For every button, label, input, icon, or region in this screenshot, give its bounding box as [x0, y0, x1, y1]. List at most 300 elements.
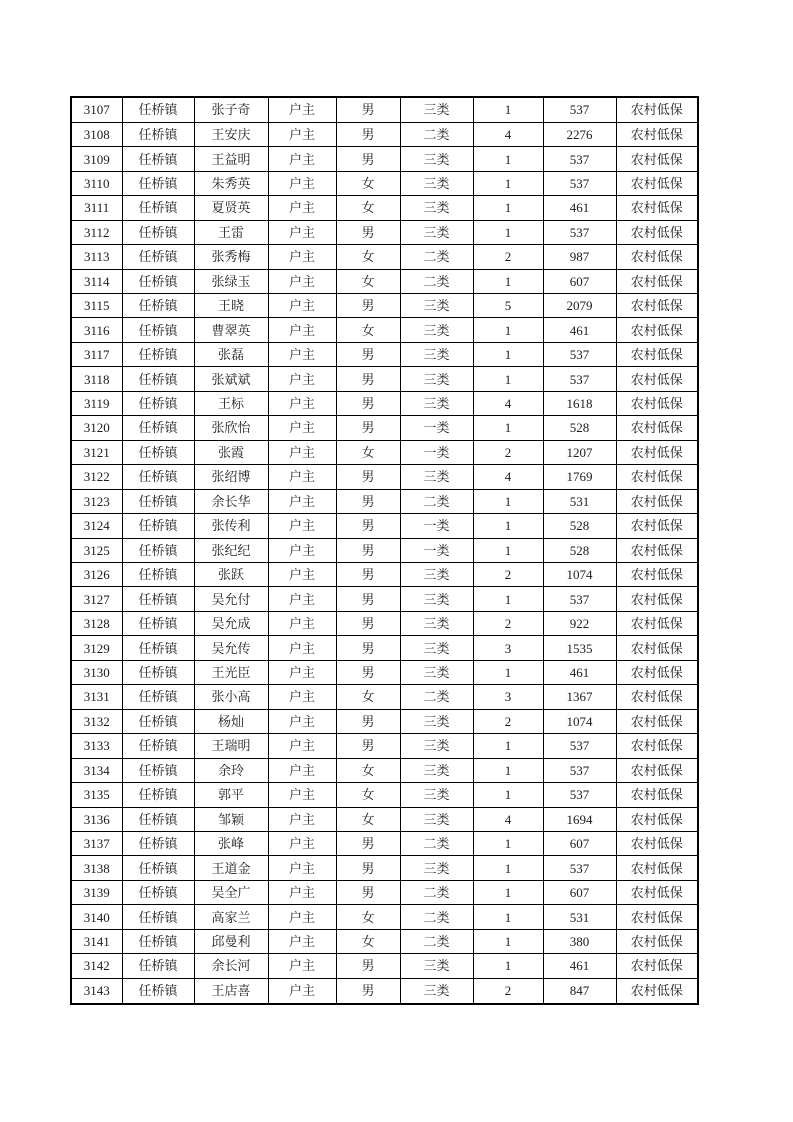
cell-subsidy-type: 农村低保: [616, 196, 698, 220]
cell-amount: 528: [543, 416, 616, 440]
cell-town: 任桥镇: [122, 685, 194, 709]
cell-relation: 户主: [268, 294, 336, 318]
cell-town: 任桥镇: [122, 489, 194, 513]
cell-amount: 1207: [543, 440, 616, 464]
cell-gender: 女: [336, 171, 400, 195]
cell-count: 1: [473, 758, 543, 782]
cell-subsidy-type: 农村低保: [616, 880, 698, 904]
cell-category: 三类: [400, 734, 473, 758]
cell-name: 王晓: [194, 294, 268, 318]
cell-gender: 男: [336, 416, 400, 440]
cell-amount: 461: [543, 196, 616, 220]
cell-count: 1: [473, 196, 543, 220]
cell-amount: 1367: [543, 685, 616, 709]
cell-gender: 男: [336, 489, 400, 513]
cell-relation: 户主: [268, 465, 336, 489]
cell-subsidy-type: 农村低保: [616, 391, 698, 415]
cell-amount: 2079: [543, 294, 616, 318]
cell-category: 三类: [400, 294, 473, 318]
cell-subsidy-type: 农村低保: [616, 489, 698, 513]
cell-id: 3134: [71, 758, 122, 782]
table-row: [71, 538, 698, 562]
cell-subsidy-type: 农村低保: [616, 97, 698, 122]
cell-id: 3141: [71, 929, 122, 953]
cell-gender: 男: [336, 587, 400, 611]
cell-relation: 户主: [268, 97, 336, 122]
cell-category: 三类: [400, 807, 473, 831]
cell-category: 三类: [400, 465, 473, 489]
cell-gender: 男: [336, 391, 400, 415]
cell-gender: 男: [336, 831, 400, 855]
cell-town: 任桥镇: [122, 269, 194, 293]
table-body: [71, 97, 698, 1004]
cell-count: 1: [473, 905, 543, 929]
cell-relation: 户主: [268, 880, 336, 904]
cell-name: 张传利: [194, 514, 268, 538]
cell-subsidy-type: 农村低保: [616, 929, 698, 953]
cell-relation: 户主: [268, 587, 336, 611]
welfare-register-table: [70, 96, 699, 1005]
cell-town: 任桥镇: [122, 954, 194, 978]
cell-subsidy-type: 农村低保: [616, 709, 698, 733]
table-row: [71, 880, 698, 904]
cell-relation: 户主: [268, 636, 336, 660]
cell-relation: 户主: [268, 685, 336, 709]
cell-amount: 528: [543, 538, 616, 562]
cell-gender: 女: [336, 245, 400, 269]
cell-count: 1: [473, 416, 543, 440]
cell-name: 高家兰: [194, 905, 268, 929]
cell-relation: 户主: [268, 318, 336, 342]
cell-name: 邱曼利: [194, 929, 268, 953]
cell-town: 任桥镇: [122, 171, 194, 195]
cell-amount: 537: [543, 342, 616, 366]
cell-name: 张秀梅: [194, 245, 268, 269]
cell-town: 任桥镇: [122, 318, 194, 342]
cell-relation: 户主: [268, 196, 336, 220]
cell-amount: 1074: [543, 709, 616, 733]
cell-gender: 男: [336, 367, 400, 391]
cell-category: 一类: [400, 416, 473, 440]
cell-relation: 户主: [268, 514, 336, 538]
cell-town: 任桥镇: [122, 562, 194, 586]
cell-id: 3123: [71, 489, 122, 513]
table-row: [71, 269, 698, 293]
cell-amount: 607: [543, 880, 616, 904]
cell-id: 3133: [71, 734, 122, 758]
cell-subsidy-type: 农村低保: [616, 856, 698, 880]
cell-name: 王雷: [194, 220, 268, 244]
cell-id: 3119: [71, 391, 122, 415]
table-row: [71, 954, 698, 978]
cell-amount: 1694: [543, 807, 616, 831]
cell-category: 三类: [400, 954, 473, 978]
table-row: [71, 685, 698, 709]
cell-relation: 户主: [268, 758, 336, 782]
cell-town: 任桥镇: [122, 147, 194, 171]
cell-gender: 女: [336, 196, 400, 220]
cell-category: 二类: [400, 831, 473, 855]
cell-amount: 531: [543, 905, 616, 929]
cell-category: 二类: [400, 929, 473, 953]
cell-town: 任桥镇: [122, 196, 194, 220]
cell-relation: 户主: [268, 734, 336, 758]
cell-name: 张跃: [194, 562, 268, 586]
cell-gender: 男: [336, 880, 400, 904]
table-row: [71, 147, 698, 171]
cell-count: 2: [473, 440, 543, 464]
cell-subsidy-type: 农村低保: [616, 318, 698, 342]
cell-gender: 男: [336, 294, 400, 318]
cell-gender: 男: [336, 636, 400, 660]
cell-category: 三类: [400, 367, 473, 391]
cell-name: 杨灿: [194, 709, 268, 733]
cell-id: 3111: [71, 196, 122, 220]
cell-id: 3124: [71, 514, 122, 538]
table-row: [71, 734, 698, 758]
cell-amount: 537: [543, 171, 616, 195]
cell-amount: 461: [543, 954, 616, 978]
cell-category: 三类: [400, 660, 473, 684]
cell-subsidy-type: 农村低保: [616, 734, 698, 758]
cell-category: 三类: [400, 171, 473, 195]
cell-gender: 女: [336, 929, 400, 953]
cell-category: 三类: [400, 587, 473, 611]
cell-town: 任桥镇: [122, 220, 194, 244]
cell-id: 3120: [71, 416, 122, 440]
cell-id: 3117: [71, 342, 122, 366]
cell-name: 王瑞明: [194, 734, 268, 758]
cell-gender: 男: [336, 856, 400, 880]
cell-name: 王标: [194, 391, 268, 415]
cell-relation: 户主: [268, 538, 336, 562]
table-row: [71, 856, 698, 880]
cell-amount: 922: [543, 611, 616, 635]
cell-town: 任桥镇: [122, 734, 194, 758]
cell-amount: 537: [543, 220, 616, 244]
cell-count: 1: [473, 489, 543, 513]
table-row: [71, 318, 698, 342]
cell-category: 三类: [400, 856, 473, 880]
cell-id: 3122: [71, 465, 122, 489]
cell-count: 1: [473, 171, 543, 195]
cell-id: 3121: [71, 440, 122, 464]
cell-count: 4: [473, 122, 543, 146]
cell-amount: 380: [543, 929, 616, 953]
table-row: [71, 831, 698, 855]
table-row: [71, 416, 698, 440]
cell-category: 二类: [400, 685, 473, 709]
cell-count: 3: [473, 636, 543, 660]
table-row: [71, 342, 698, 366]
table-row: [71, 587, 698, 611]
cell-gender: 男: [336, 709, 400, 733]
cell-id: 3114: [71, 269, 122, 293]
cell-id: 3138: [71, 856, 122, 880]
cell-town: 任桥镇: [122, 636, 194, 660]
cell-subsidy-type: 农村低保: [616, 978, 698, 1004]
cell-gender: 女: [336, 905, 400, 929]
cell-relation: 户主: [268, 122, 336, 146]
cell-id: 3136: [71, 807, 122, 831]
cell-town: 任桥镇: [122, 856, 194, 880]
cell-count: 1: [473, 97, 543, 122]
cell-relation: 户主: [268, 660, 336, 684]
cell-count: 1: [473, 856, 543, 880]
cell-name: 王道金: [194, 856, 268, 880]
cell-gender: 男: [336, 122, 400, 146]
cell-town: 任桥镇: [122, 831, 194, 855]
cell-category: 三类: [400, 147, 473, 171]
cell-amount: 537: [543, 147, 616, 171]
cell-gender: 女: [336, 758, 400, 782]
cell-town: 任桥镇: [122, 367, 194, 391]
cell-amount: 537: [543, 97, 616, 122]
cell-name: 张小高: [194, 685, 268, 709]
table-row: [71, 758, 698, 782]
cell-count: 1: [473, 269, 543, 293]
cell-name: 邹颖: [194, 807, 268, 831]
cell-town: 任桥镇: [122, 122, 194, 146]
table-row: [71, 245, 698, 269]
cell-name: 张绿玉: [194, 269, 268, 293]
cell-gender: 女: [336, 807, 400, 831]
cell-gender: 男: [336, 562, 400, 586]
cell-gender: 女: [336, 783, 400, 807]
cell-gender: 女: [336, 685, 400, 709]
cell-town: 任桥镇: [122, 587, 194, 611]
cell-id: 3110: [71, 171, 122, 195]
cell-count: 1: [473, 831, 543, 855]
table-row: [71, 440, 698, 464]
cell-gender: 男: [336, 220, 400, 244]
table-row: [71, 489, 698, 513]
cell-name: 夏贤英: [194, 196, 268, 220]
cell-category: 三类: [400, 709, 473, 733]
cell-id: 3139: [71, 880, 122, 904]
cell-gender: 男: [336, 954, 400, 978]
cell-relation: 户主: [268, 489, 336, 513]
cell-town: 任桥镇: [122, 465, 194, 489]
cell-category: 三类: [400, 783, 473, 807]
cell-count: 2: [473, 978, 543, 1004]
cell-count: 1: [473, 929, 543, 953]
cell-id: 3107: [71, 97, 122, 122]
table-row: [71, 905, 698, 929]
cell-name: 张绍博: [194, 465, 268, 489]
cell-category: 三类: [400, 978, 473, 1004]
cell-count: 5: [473, 294, 543, 318]
cell-name: 张斌斌: [194, 367, 268, 391]
cell-amount: 461: [543, 318, 616, 342]
table-row: [71, 122, 698, 146]
cell-amount: 537: [543, 587, 616, 611]
cell-count: 1: [473, 514, 543, 538]
cell-subsidy-type: 农村低保: [616, 416, 698, 440]
cell-gender: 男: [336, 660, 400, 684]
cell-id: 3132: [71, 709, 122, 733]
cell-amount: 987: [543, 245, 616, 269]
cell-count: 1: [473, 734, 543, 758]
cell-town: 任桥镇: [122, 807, 194, 831]
cell-count: 1: [473, 783, 543, 807]
cell-name: 吴允成: [194, 611, 268, 635]
cell-category: 二类: [400, 269, 473, 293]
cell-town: 任桥镇: [122, 538, 194, 562]
cell-id: 3131: [71, 685, 122, 709]
cell-id: 3108: [71, 122, 122, 146]
cell-category: 二类: [400, 122, 473, 146]
cell-gender: 男: [336, 538, 400, 562]
cell-count: 1: [473, 587, 543, 611]
cell-subsidy-type: 农村低保: [616, 269, 698, 293]
cell-relation: 户主: [268, 856, 336, 880]
cell-relation: 户主: [268, 807, 336, 831]
cell-category: 二类: [400, 905, 473, 929]
cell-relation: 户主: [268, 905, 336, 929]
cell-name: 张霞: [194, 440, 268, 464]
cell-amount: 607: [543, 269, 616, 293]
cell-subsidy-type: 农村低保: [616, 831, 698, 855]
cell-category: 三类: [400, 196, 473, 220]
cell-name: 王安庆: [194, 122, 268, 146]
cell-category: 三类: [400, 318, 473, 342]
cell-amount: 847: [543, 978, 616, 1004]
cell-relation: 户主: [268, 416, 336, 440]
cell-id: 3115: [71, 294, 122, 318]
cell-name: 余长华: [194, 489, 268, 513]
cell-name: 余长河: [194, 954, 268, 978]
cell-town: 任桥镇: [122, 391, 194, 415]
cell-relation: 户主: [268, 171, 336, 195]
cell-subsidy-type: 农村低保: [616, 294, 698, 318]
cell-subsidy-type: 农村低保: [616, 220, 698, 244]
cell-count: 4: [473, 465, 543, 489]
cell-subsidy-type: 农村低保: [616, 147, 698, 171]
cell-name: 吴全广: [194, 880, 268, 904]
cell-town: 任桥镇: [122, 342, 194, 366]
cell-subsidy-type: 农村低保: [616, 807, 698, 831]
cell-count: 1: [473, 880, 543, 904]
cell-id: 3126: [71, 562, 122, 586]
cell-count: 2: [473, 245, 543, 269]
cell-gender: 男: [336, 147, 400, 171]
cell-relation: 户主: [268, 783, 336, 807]
cell-id: 3128: [71, 611, 122, 635]
cell-amount: 528: [543, 514, 616, 538]
table-row: [71, 367, 698, 391]
cell-relation: 户主: [268, 709, 336, 733]
cell-town: 任桥镇: [122, 783, 194, 807]
cell-subsidy-type: 农村低保: [616, 587, 698, 611]
cell-subsidy-type: 农村低保: [616, 636, 698, 660]
cell-relation: 户主: [268, 220, 336, 244]
cell-id: 3125: [71, 538, 122, 562]
cell-relation: 户主: [268, 269, 336, 293]
cell-name: 曹翠英: [194, 318, 268, 342]
cell-town: 任桥镇: [122, 978, 194, 1004]
cell-count: 1: [473, 220, 543, 244]
cell-gender: 女: [336, 440, 400, 464]
cell-id: 3113: [71, 245, 122, 269]
cell-subsidy-type: 农村低保: [616, 905, 698, 929]
cell-amount: 1535: [543, 636, 616, 660]
table-row: [71, 514, 698, 538]
table-row: [71, 391, 698, 415]
cell-id: 3109: [71, 147, 122, 171]
table-row: [71, 465, 698, 489]
cell-gender: 男: [336, 611, 400, 635]
table-row: [71, 294, 698, 318]
cell-amount: 1074: [543, 562, 616, 586]
table-row: [71, 196, 698, 220]
cell-category: 三类: [400, 220, 473, 244]
cell-name: 吴允付: [194, 587, 268, 611]
cell-relation: 户主: [268, 954, 336, 978]
cell-subsidy-type: 农村低保: [616, 660, 698, 684]
cell-amount: 537: [543, 734, 616, 758]
cell-town: 任桥镇: [122, 416, 194, 440]
cell-category: 三类: [400, 562, 473, 586]
cell-relation: 户主: [268, 611, 336, 635]
cell-category: 一类: [400, 514, 473, 538]
cell-subsidy-type: 农村低保: [616, 367, 698, 391]
table-row: [71, 220, 698, 244]
cell-category: 三类: [400, 342, 473, 366]
cell-name: 张纪纪: [194, 538, 268, 562]
cell-category: 三类: [400, 97, 473, 122]
cell-relation: 户主: [268, 440, 336, 464]
cell-amount: 537: [543, 856, 616, 880]
table-row: [71, 171, 698, 195]
cell-town: 任桥镇: [122, 758, 194, 782]
cell-gender: 男: [336, 342, 400, 366]
cell-town: 任桥镇: [122, 880, 194, 904]
cell-subsidy-type: 农村低保: [616, 611, 698, 635]
cell-id: 3129: [71, 636, 122, 660]
cell-count: 1: [473, 660, 543, 684]
cell-town: 任桥镇: [122, 929, 194, 953]
table-row: [71, 636, 698, 660]
cell-amount: 1769: [543, 465, 616, 489]
cell-category: 三类: [400, 611, 473, 635]
cell-gender: 女: [336, 318, 400, 342]
cell-name: 王店喜: [194, 978, 268, 1004]
cell-category: 二类: [400, 489, 473, 513]
cell-count: 2: [473, 562, 543, 586]
cell-subsidy-type: 农村低保: [616, 954, 698, 978]
cell-id: 3130: [71, 660, 122, 684]
table-row: [71, 978, 698, 1004]
cell-town: 任桥镇: [122, 660, 194, 684]
cell-id: 3143: [71, 978, 122, 1004]
cell-subsidy-type: 农村低保: [616, 342, 698, 366]
cell-category: 二类: [400, 880, 473, 904]
cell-name: 张子奇: [194, 97, 268, 122]
cell-amount: 607: [543, 831, 616, 855]
cell-gender: 男: [336, 465, 400, 489]
table-row: [71, 929, 698, 953]
cell-name: 朱秀英: [194, 171, 268, 195]
cell-subsidy-type: 农村低保: [616, 685, 698, 709]
cell-relation: 户主: [268, 831, 336, 855]
cell-amount: 537: [543, 367, 616, 391]
cell-count: 4: [473, 807, 543, 831]
cell-town: 任桥镇: [122, 294, 194, 318]
cell-town: 任桥镇: [122, 709, 194, 733]
cell-count: 3: [473, 685, 543, 709]
cell-relation: 户主: [268, 147, 336, 171]
